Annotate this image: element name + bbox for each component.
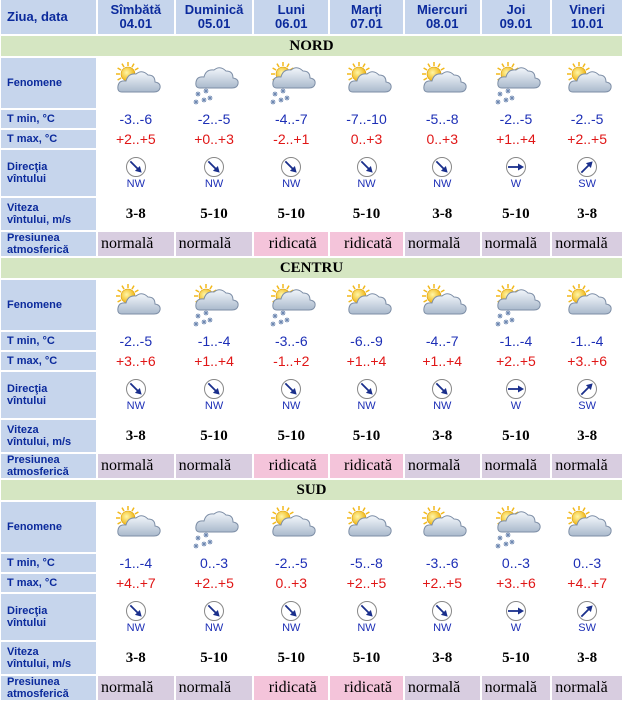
weather-cell — [552, 502, 622, 552]
wind-direction-label — [1, 150, 96, 196]
wind-direction-cell — [405, 372, 480, 418]
tmax-value: +1..+4 — [176, 352, 253, 370]
wind-direction-cell — [330, 150, 403, 196]
wind-speed-value: 5-10 — [176, 420, 253, 452]
wind-direction-value: NW — [282, 622, 301, 634]
wind-direction-cell — [482, 594, 551, 640]
wind-direction-value: NW — [204, 622, 224, 634]
weather-cell — [254, 502, 328, 552]
day-date: 04.01 — [119, 16, 153, 31]
sun-cloud-icon — [339, 60, 395, 106]
cloud-snow-icon — [186, 504, 242, 550]
wind-speed-label-text: Viteza — [7, 424, 39, 436]
pressure-value: normală — [405, 454, 480, 478]
sun-cloud-icon — [108, 282, 164, 328]
weather-cell — [405, 502, 480, 552]
wind-direction-value: W — [510, 178, 522, 190]
tmin-value: -1..-4 — [552, 332, 622, 350]
sun-cloud-icon — [559, 60, 615, 106]
wind-direction-cell — [405, 594, 480, 640]
pressure-value: normală — [176, 676, 253, 700]
tmax-value: +0..+3 — [176, 130, 253, 148]
tmax-value: +2..+5 — [552, 130, 622, 148]
pressure-label — [1, 676, 96, 700]
header-day — [254, 0, 328, 34]
sun-cloud-snow-icon — [263, 282, 319, 328]
tmax-value: +2..+5 — [98, 130, 174, 148]
wind-direction-value: NW — [282, 178, 301, 190]
sun-cloud-icon — [414, 60, 470, 106]
wind-speed-value: 5-10 — [482, 420, 551, 452]
header-day — [482, 0, 551, 34]
phenomena-label — [1, 280, 96, 330]
weather-cell — [552, 58, 622, 108]
tmin-row — [1, 554, 622, 572]
sun-cloud-icon — [108, 504, 164, 550]
wind-direction-value: NW — [357, 622, 376, 634]
wind-speed-label-text: vîntului, m/s — [7, 658, 72, 670]
weather-cell — [254, 58, 328, 108]
region-title: SUD — [1, 480, 622, 500]
tmin-value: -3..-6 — [98, 110, 174, 128]
header-day — [552, 0, 622, 34]
region-row — [1, 480, 622, 500]
weather-cell — [176, 502, 253, 552]
weather-cell — [176, 58, 253, 108]
day-date: 09.01 — [499, 16, 533, 31]
wind-direction-label-text: Direcţia — [7, 605, 48, 617]
region-row — [1, 36, 622, 56]
compass-icon — [280, 378, 302, 400]
weather-cell — [552, 280, 622, 330]
tmin-value: -2..-5 — [176, 110, 253, 128]
tmax-value: +1..+4 — [330, 352, 403, 370]
wind-direction-cell — [552, 372, 622, 418]
wind-speed-value: 5-10 — [254, 642, 328, 674]
compass-icon — [280, 156, 302, 178]
tmin-label — [1, 332, 96, 350]
pressure-value: normală — [552, 676, 622, 700]
tmax-row — [1, 352, 622, 370]
compass-icon — [203, 600, 225, 622]
compass-icon — [356, 156, 378, 178]
wind-direction-label — [1, 594, 96, 640]
wind-direction-value: SW — [578, 622, 596, 634]
compass-icon — [505, 600, 527, 622]
wind-direction-value: NW — [282, 400, 301, 412]
phenomena-label-text: Fenomene — [7, 77, 63, 89]
compass-icon — [203, 378, 225, 400]
tmin-label — [1, 554, 96, 572]
tmin-value: -5..-8 — [405, 110, 480, 128]
phenomena-row — [1, 58, 622, 108]
wind-direction-row — [1, 150, 622, 196]
sun-cloud-icon — [263, 504, 319, 550]
wind-direction-value: W — [510, 400, 522, 412]
weather-cell — [405, 58, 480, 108]
compass-icon — [576, 156, 598, 178]
tmax-label — [1, 130, 96, 148]
wind-speed-row — [1, 642, 622, 674]
day-name: Joi — [506, 2, 526, 17]
tmax-row — [1, 574, 622, 592]
compass-icon — [576, 600, 598, 622]
day-name: Sîmbătă — [110, 2, 162, 17]
tmax-row — [1, 130, 622, 148]
region-title: CENTRU — [1, 258, 622, 278]
compass-icon — [203, 156, 225, 178]
tmin-row — [1, 332, 622, 350]
pressure-value: normală — [176, 232, 253, 256]
wind-direction-cell — [176, 150, 253, 196]
day-date: 10.01 — [570, 16, 604, 31]
sun-cloud-icon — [414, 282, 470, 328]
tmin-value: -6..-9 — [330, 332, 403, 350]
tmin-value: -2..-5 — [254, 554, 328, 572]
pressure-value: normală — [482, 232, 551, 256]
weather-cell — [98, 502, 174, 552]
pressure-value: normală — [552, 454, 622, 478]
sun-cloud-snow-icon — [488, 282, 544, 328]
pressure-value: normală — [552, 232, 622, 256]
wind-direction-label-text: Direcţia — [7, 383, 48, 395]
weather-cell — [482, 502, 551, 552]
compass-icon — [576, 378, 598, 400]
wind-direction-label-text: vîntului — [7, 395, 47, 407]
region-row — [1, 258, 622, 278]
wind-speed-value: 5-10 — [330, 642, 403, 674]
sun-cloud-snow-icon — [488, 60, 544, 106]
weather-cell — [330, 280, 403, 330]
weather-cell — [405, 280, 480, 330]
tmax-label — [1, 574, 96, 592]
wind-speed-value: 3-8 — [552, 420, 622, 452]
compass-icon — [356, 600, 378, 622]
wind-direction-label — [1, 372, 96, 418]
wind-direction-cell — [552, 594, 622, 640]
wind-speed-value: 3-8 — [405, 198, 480, 230]
tmax-value: 0..+3 — [330, 130, 403, 148]
pressure-value: ridicată — [254, 232, 328, 256]
tmax-label — [1, 352, 96, 370]
wind-speed-value: 5-10 — [330, 420, 403, 452]
wind-speed-value: 3-8 — [405, 642, 480, 674]
weather-cell — [330, 58, 403, 108]
wind-speed-value: 3-8 — [98, 642, 174, 674]
pressure-value: ridicată — [254, 676, 328, 700]
wind-direction-cell — [176, 372, 253, 418]
day-name: Duminică — [184, 2, 244, 17]
wind-speed-row — [1, 420, 622, 452]
pressure-label-text: atmosferică — [7, 244, 69, 256]
day-date: 08.01 — [425, 16, 459, 31]
wind-direction-cell — [552, 150, 622, 196]
pressure-label-text: Presiunea — [7, 454, 60, 466]
pressure-label — [1, 454, 96, 478]
wind-speed-label-text: vîntului, m/s — [7, 214, 72, 226]
wind-direction-value: NW — [126, 178, 145, 190]
tmax-value: -2..+1 — [254, 130, 328, 148]
tmin-value: -4..-7 — [254, 110, 328, 128]
wind-direction-row — [1, 372, 622, 418]
region-title: NORD — [1, 36, 622, 56]
wind-speed-value: 5-10 — [330, 198, 403, 230]
pressure-value: ridicată — [330, 676, 403, 700]
wind-direction-value: NW — [433, 178, 452, 190]
tmax-value: +3..+6 — [482, 574, 551, 592]
weather-cell — [98, 280, 174, 330]
wind-speed-label — [1, 642, 96, 674]
phenomena-label-text: Fenomene — [7, 521, 63, 533]
wind-direction-value: NW — [126, 622, 145, 634]
sun-cloud-snow-icon — [186, 282, 242, 328]
tmin-value: 0..-3 — [176, 554, 253, 572]
pressure-value: normală — [482, 676, 551, 700]
tmax-value: +2..+5 — [405, 574, 480, 592]
wind-speed-value: 5-10 — [482, 642, 551, 674]
tmax-value: +2..+5 — [330, 574, 403, 592]
wind-direction-label-text: vîntului — [7, 617, 47, 629]
wind-direction-label-text: Direcţia — [7, 161, 48, 173]
tmax-value: 0..+3 — [405, 130, 480, 148]
tmax-value: -1..+2 — [254, 352, 328, 370]
tmin-value: -1..-4 — [98, 554, 174, 572]
wind-direction-cell — [405, 150, 480, 196]
phenomena-label — [1, 502, 96, 552]
sun-cloud-icon — [414, 504, 470, 550]
compass-icon — [431, 378, 453, 400]
tmin-value: -7..-10 — [330, 110, 403, 128]
wind-direction-label-text: vîntului — [7, 173, 47, 185]
wind-speed-value: 3-8 — [98, 198, 174, 230]
pressure-value: normală — [405, 676, 480, 700]
pressure-label-text: Presiunea — [7, 232, 60, 244]
compass-icon — [356, 378, 378, 400]
tmin-label-text: T min, °C — [7, 557, 55, 569]
wind-speed-value: 3-8 — [552, 642, 622, 674]
wind-speed-label-text: Viteza — [7, 202, 39, 214]
compass-icon — [125, 156, 147, 178]
wind-direction-cell — [176, 594, 253, 640]
day-name: Marți — [350, 2, 383, 17]
header-day — [405, 0, 480, 34]
tmin-value: -3..-6 — [405, 554, 480, 572]
wind-speed-value: 3-8 — [98, 420, 174, 452]
wind-direction-cell — [98, 594, 174, 640]
wind-direction-value: NW — [433, 622, 452, 634]
compass-icon — [125, 600, 147, 622]
wind-direction-value: SW — [578, 178, 596, 190]
compass-icon — [505, 378, 527, 400]
wind-direction-value: NW — [204, 400, 224, 412]
wind-speed-value: 5-10 — [176, 198, 253, 230]
tmin-value: -4..-7 — [405, 332, 480, 350]
tmax-label-text: T max, °C — [7, 133, 58, 145]
wind-direction-cell — [98, 150, 174, 196]
wind-speed-label — [1, 198, 96, 230]
header-date-label: Ziua, data — [1, 0, 96, 34]
wind-speed-value: 5-10 — [254, 198, 328, 230]
pressure-value: ridicată — [254, 454, 328, 478]
tmin-value: -2..-5 — [482, 110, 551, 128]
tmin-label-text: T min, °C — [7, 335, 55, 347]
header-day — [330, 0, 403, 34]
pressure-value: normală — [176, 454, 253, 478]
wind-speed-value: 5-10 — [254, 420, 328, 452]
weather-cell — [176, 280, 253, 330]
wind-direction-value: NW — [357, 178, 376, 190]
tmin-label — [1, 110, 96, 128]
tmin-value: -1..-4 — [176, 332, 253, 350]
wind-direction-value: NW — [357, 400, 376, 412]
phenomena-label-text: Fenomene — [7, 299, 63, 311]
pressure-row — [1, 454, 622, 478]
sun-cloud-icon — [559, 282, 615, 328]
phenomena-row — [1, 280, 622, 330]
compass-icon — [431, 156, 453, 178]
wind-speed-value: 5-10 — [482, 198, 551, 230]
tmax-value: +4..+7 — [552, 574, 622, 592]
pressure-row — [1, 676, 622, 700]
wind-direction-cell — [330, 594, 403, 640]
wind-speed-value: 3-8 — [552, 198, 622, 230]
header-day — [176, 0, 253, 34]
sun-cloud-snow-icon — [263, 60, 319, 106]
compass-icon — [280, 600, 302, 622]
sun-cloud-icon — [108, 60, 164, 106]
tmin-value: -3..-6 — [254, 332, 328, 350]
wind-speed-value: 3-8 — [405, 420, 480, 452]
tmax-value: +3..+6 — [552, 352, 622, 370]
wind-speed-label-text: vîntului, m/s — [7, 436, 72, 448]
pressure-value: ridicată — [330, 232, 403, 256]
tmin-value: -1..-4 — [482, 332, 551, 350]
pressure-value: normală — [405, 232, 480, 256]
pressure-value: ridicată — [330, 454, 403, 478]
wind-speed-row — [1, 198, 622, 230]
phenomena-row — [1, 502, 622, 552]
compass-icon — [431, 600, 453, 622]
tmin-value: -2..-5 — [552, 110, 622, 128]
compass-icon — [125, 378, 147, 400]
tmax-value: +3..+6 — [98, 352, 174, 370]
wind-direction-cell — [254, 372, 328, 418]
pressure-label-text: atmosferică — [7, 466, 69, 478]
tmin-value: 0..-3 — [482, 554, 551, 572]
pressure-value: normală — [98, 232, 174, 256]
wind-speed-label — [1, 420, 96, 452]
wind-direction-cell — [482, 150, 551, 196]
weather-cell — [482, 58, 551, 108]
tmax-value: 0..+3 — [254, 574, 328, 592]
day-date: 06.01 — [275, 16, 308, 31]
wind-speed-label-text: Viteza — [7, 646, 39, 658]
weather-cell — [98, 58, 174, 108]
tmin-row — [1, 110, 622, 128]
phenomena-label — [1, 58, 96, 108]
day-name: Miercuri — [416, 2, 468, 17]
wind-direction-cell — [254, 150, 328, 196]
tmin-value: -2..-5 — [98, 332, 174, 350]
weather-cell — [482, 280, 551, 330]
pressure-label-text: Presiunea — [7, 676, 60, 688]
pressure-label-text: atmosferică — [7, 688, 69, 700]
day-name: Vineri — [569, 2, 606, 17]
tmax-value: +2..+5 — [482, 352, 551, 370]
cloud-snow-icon — [186, 60, 242, 106]
header-row — [1, 0, 622, 34]
day-date: 05.01 — [197, 16, 231, 31]
sun-cloud-icon — [339, 504, 395, 550]
sun-cloud-icon — [559, 504, 615, 550]
wind-direction-value: NW — [433, 400, 452, 412]
sun-cloud-icon — [339, 282, 395, 328]
pressure-value: normală — [482, 454, 551, 478]
weather-cell — [330, 502, 403, 552]
tmin-label-text: T min, °C — [7, 113, 55, 125]
pressure-row — [1, 232, 622, 256]
tmax-value: +2..+5 — [176, 574, 253, 592]
wind-direction-row — [1, 594, 622, 640]
sun-cloud-snow-icon — [488, 504, 544, 550]
tmax-value: +4..+7 — [98, 574, 174, 592]
tmax-label-text: T max, °C — [7, 355, 58, 367]
wind-direction-cell — [330, 372, 403, 418]
day-name: Luni — [277, 2, 305, 17]
wind-direction-value: NW — [126, 400, 145, 412]
wind-speed-value: 5-10 — [176, 642, 253, 674]
tmin-value: -5..-8 — [330, 554, 403, 572]
pressure-value: normală — [98, 454, 174, 478]
pressure-value: normală — [98, 676, 174, 700]
compass-icon — [505, 156, 527, 178]
wind-direction-cell — [482, 372, 551, 418]
wind-direction-cell — [254, 594, 328, 640]
tmax-value: +1..+4 — [482, 130, 551, 148]
weather-cell — [254, 280, 328, 330]
wind-direction-cell — [98, 372, 174, 418]
wind-direction-value: SW — [578, 400, 596, 412]
day-date: 07.01 — [350, 16, 383, 31]
wind-direction-value: W — [510, 622, 522, 634]
header-day — [98, 0, 174, 34]
tmin-value: 0..-3 — [552, 554, 622, 572]
tmax-value: +1..+4 — [405, 352, 480, 370]
tmax-label-text: T max, °C — [7, 577, 58, 589]
pressure-label — [1, 232, 96, 256]
wind-direction-value: NW — [204, 178, 224, 190]
